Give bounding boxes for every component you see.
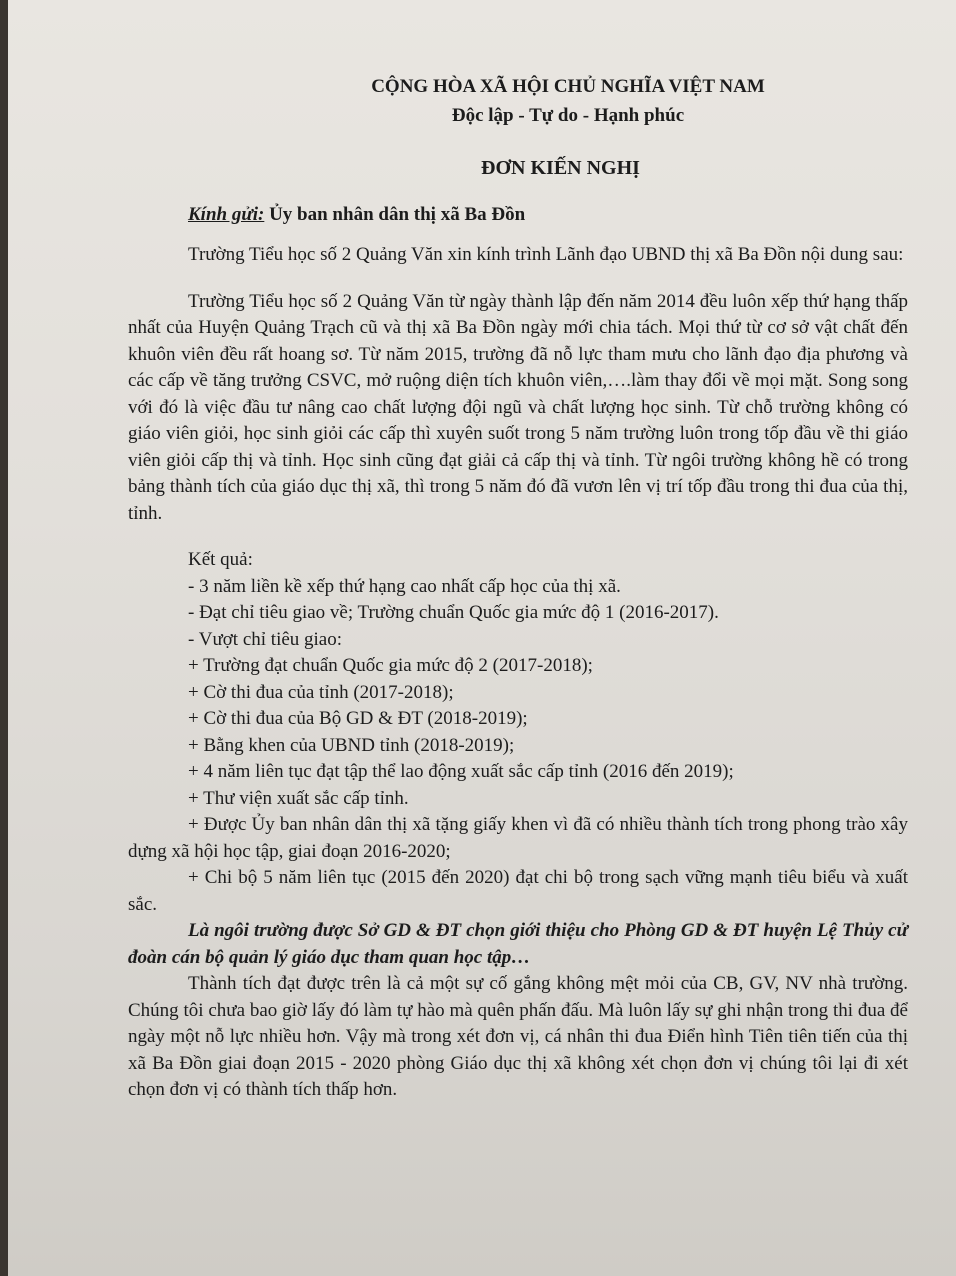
closing-paragraph: Thành tích đạt được trên là cả một sự cố gắng không mệt mỏi của CB, GV, NV nhà trường. Chúng tôi chưa bao giờ lấy đó làm tự hào mà quên phấn đấu. Mà luôn lấy sự ghi nhận trong thi đua để ngày một nỗ lực nhiều hơn. Vậy mà trong xét đơn vị, cá nhân thi đua Điển hình Tiên tiên tiến của thị xã Ba Đồn giai đoạn 2015 - 2020 phòng Giáo dục thị xã không xét chọn đơn vị chúng tôi lại đi xét chọn đơn vị có thành tích thấp hơn. bbox=[128, 973, 908, 1100]
list-item: + Cờ thi đua của Bộ GD & ĐT (2018-2019); bbox=[188, 708, 528, 729]
history-paragraph: Trường Tiểu học số 2 Quảng Văn từ ngày thành lập đến năm 2014 đều luôn xếp thứ hạng thấp nhất của Huyện Quảng Trạch cũ và thị xã Ba Đồn ngày mới chia tách. Mọi thứ từ cơ sở vật chất đến khuôn viên đều rất hoang sơ. Từ năm 2015, trường đã nỗ lực tham mưu cho lãnh đạo địa phương và các cấp về tăng trưởng CSVC, mở ruộng diện tích khuôn viên,….làm thay đổi về mọi mặt. Song song với đó là việc đầu tư nâng cao chất lượng đội ngũ và chất lượng học sinh. Từ chỗ trường không có giáo viên giỏi, học sinh giỏi các cấp thì xuyên suốt trong 5 năm trường luôn trong tốp đầu về thi giáo viên giỏi cấp thị và tỉnh. Học sinh cũng đạt giải cả cấp thị và tỉnh. Từ ngôi trường không hề có trong bảng thành tích của giáo dục thị xã, thì trong 5 năm đó đã vươn lên vị trí tốp đầu trong thi đua của thị, tỉnh. bbox=[128, 290, 908, 524]
national-title: CỘNG HÒA XÃ HỘI CHỦ NGHĨA VIỆT NAM bbox=[371, 76, 765, 97]
list-item: + Thư viện xuất sắc cấp tỉnh. bbox=[188, 787, 409, 809]
national-motto: Độc lập - Tự do - Hạnh phúc bbox=[451, 104, 685, 126]
recipient-label: Kính gửi: bbox=[188, 203, 265, 225]
results-heading: Kết quả: bbox=[188, 549, 253, 570]
list-item: + Được Ủy ban nhân dân thị xã tặng giấy khen vì đã có nhiều thành tích trong phong trào xây dựng xã hội học tập, giai đoạn 2016-2020; bbox=[128, 814, 908, 862]
recipient-name: Ủy ban nhân dân thị xã Ba Đồn bbox=[269, 203, 526, 225]
document-body bbox=[128, 68, 908, 1104]
list-item: + Bằng khen của UBND tỉnh (2018-2019); bbox=[188, 734, 515, 756]
list-item: + Cờ thi đua của tỉnh (2017-2018); bbox=[188, 681, 454, 703]
intro-paragraph: Trường Tiểu học số 2 Quảng Văn xin kính trình Lãnh đạo UBND thị xã Ba Đồn nội dung sau: bbox=[188, 244, 904, 265]
list-item: + Chi bộ 5 năm liên tục (2015 đến 2020) đạt chi bộ trong sạch vững mạnh tiêu biểu và xuất sắc. bbox=[128, 867, 908, 915]
list-item: - Vượt chỉ tiêu giao: bbox=[188, 628, 343, 650]
list-item: + Trường đạt chuẩn Quốc gia mức độ 2 (2017-2018); bbox=[188, 655, 593, 676]
list-item: - 3 năm liền kề xếp thứ hạng cao nhất cấp học của thị xã. bbox=[188, 575, 621, 597]
paper-sheet bbox=[8, 0, 956, 1276]
recipient-line bbox=[128, 202, 908, 229]
list-item: + 4 năm liên tục đạt tập thể lao động xuất sắc cấp tỉnh (2016 đến 2019); bbox=[188, 761, 734, 782]
list-item: - Đạt chỉ tiêu giao về; Trường chuẩn Quốc gia mức độ 1 (2016-2017). bbox=[188, 602, 719, 623]
document-title: ĐƠN KIẾN NGHỊ bbox=[481, 157, 640, 179]
highlight-statement: Là ngôi trường được Sở GD & ĐT chọn giới thiệu cho Phòng GD & ĐT huyện Lệ Thủy cử đoàn cán bộ quản lý giáo dục tham quan học tập… bbox=[128, 920, 908, 968]
results-list bbox=[128, 547, 908, 812]
